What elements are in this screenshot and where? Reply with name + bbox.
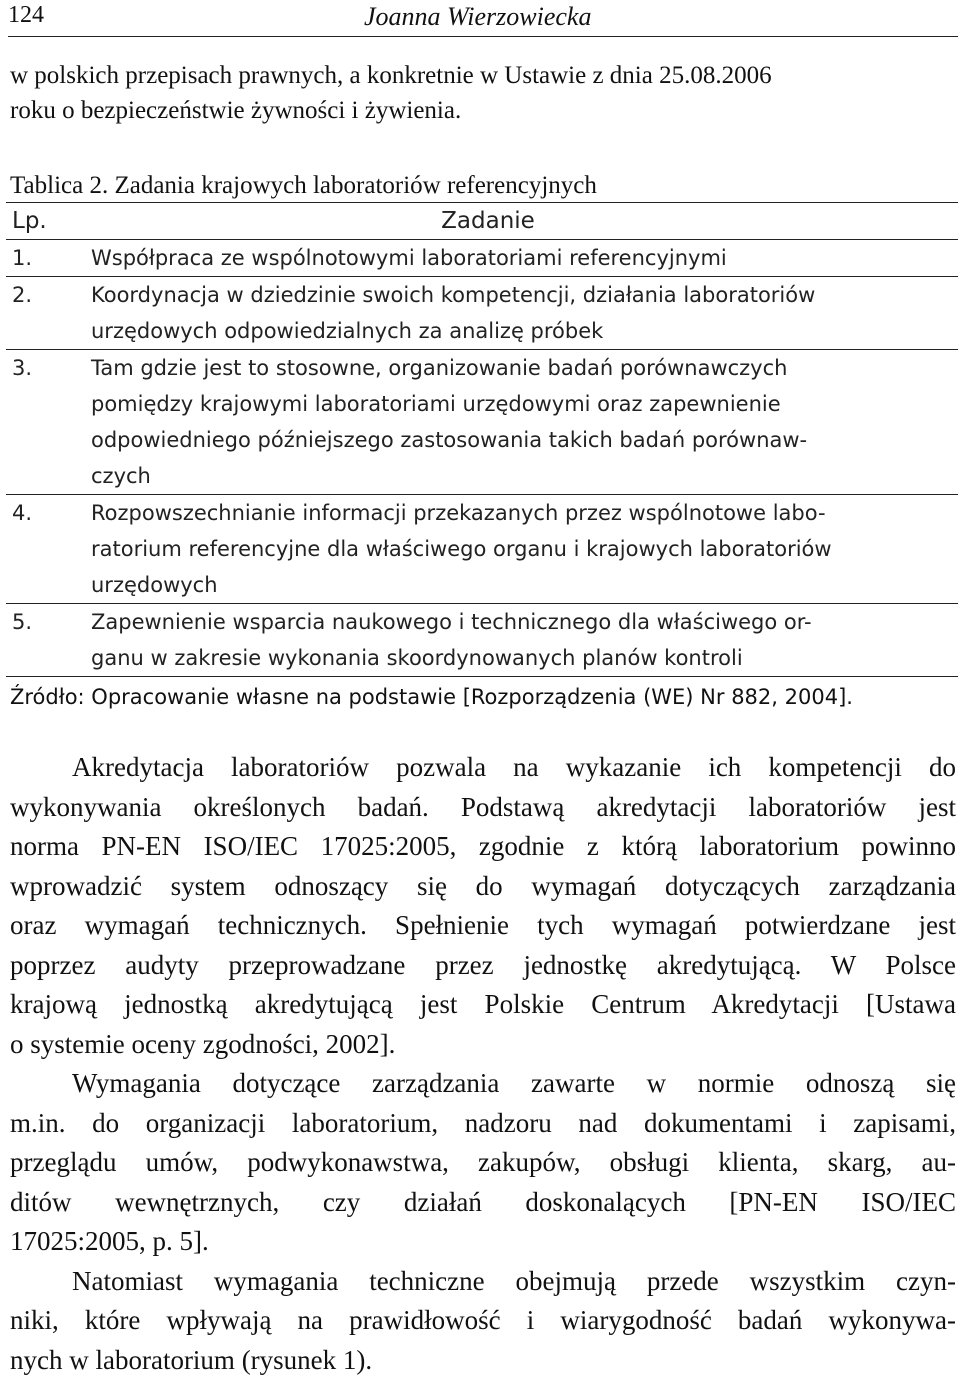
body-text — [10, 748, 956, 1380]
text-line: roku o bezpieczeństwie żywności i żywienia. — [10, 97, 462, 124]
paragraph-line: przeglądu umów, podwykonawstwa, zakupów, obsługi klienta, skarg, au- — [10, 1147, 956, 1177]
page-header — [8, 0, 958, 37]
row-task-line: Tam gdzie jest to stosowne, organizowanie badań porównawczych — [91, 356, 788, 380]
row-number: 1. — [12, 246, 33, 270]
table-row — [6, 240, 958, 277]
table-header-row — [6, 203, 958, 240]
row-number: 4. — [12, 501, 33, 525]
row-number: 2. — [12, 283, 33, 307]
row-task-line: Rozpowszechnianie informacji przekazanych przez wspólnotowe labo- — [91, 501, 826, 525]
row-number: 5. — [12, 610, 33, 634]
paragraph-line: wykonywania określonych badań. Podstawą akredytacji laboratoriów jest — [10, 791, 956, 822]
text-line: w polskich przepisach prawnych, a konkretnie w Ustawie z dnia 25.08.2006 — [10, 62, 772, 89]
paragraph-line: o systemie oceny zgodności, 2002]. — [10, 1028, 396, 1059]
row-task-line: Koordynacja w dziedzinie swoich kompetencji, działania laboratoriów — [91, 283, 816, 307]
page-number: 124 — [8, 2, 44, 28]
paragraph-line: 17025:2005, p. 5]. — [10, 1226, 209, 1256]
paragraph-line: Wymagania dotyczące zarządzania zawarte w normie odnoszą się — [72, 1068, 956, 1098]
paragraph-line: Natomiast wymagania techniczne obejmują przede wszystkim czyn- — [72, 1265, 956, 1296]
paragraph-line: norma PN-EN ISO/IEC 17025:2005, zgodnie z którą laboratorium powinno — [10, 831, 956, 861]
paragraph-line: niki, które wpływają na prawidłowość i wiarygodność badań wykonywa- — [10, 1305, 956, 1335]
row-task-line: Współpraca ze wspólnotowymi laboratoriami referencyjnymi — [91, 246, 727, 270]
row-task — [91, 350, 958, 494]
row-task — [91, 277, 958, 349]
row-task-line: urzędowych odpowiedzialnych za analizę próbek — [91, 319, 604, 343]
intro-paragraph — [10, 58, 960, 128]
paragraph-line: krajową jednostką akredytującą jest Polskie Centrum Akredytacji [Ustawa — [10, 989, 956, 1019]
paragraph-line: ditów wewnętrznych, czy działań doskonalących [PN-EN ISO/IEC — [10, 1186, 956, 1217]
row-task-line: ratorium referencyjne dla właściwego organu i krajowych laboratoriów — [91, 537, 832, 561]
row-task — [91, 495, 958, 603]
tasks-table — [6, 202, 958, 677]
table-row — [6, 604, 958, 676]
row-task-line: Zapewnienie wsparcia naukowego i technicznego dla właściwego or- — [91, 610, 812, 634]
row-task-line: czych — [91, 464, 151, 488]
column-header-task: Zadanie — [441, 208, 535, 234]
row-task — [91, 604, 958, 676]
row-task — [91, 240, 958, 276]
running-header-author: Joanna Wierzowiecka — [364, 2, 592, 31]
paragraph-line: oraz wymagań technicznych. Spełnienie tych wymagań potwierdzane jest — [10, 910, 956, 940]
table-source-note: Źródło: Opracowanie własne na podstawie [Rozporządzenia (WE) Nr 882, 2004]. — [10, 685, 853, 709]
table-row — [6, 495, 958, 604]
table-row — [6, 350, 958, 495]
paragraph-line: wprowadzić system odnoszący się do wymagań dotyczących zarządzania — [10, 870, 956, 901]
paragraph-line: poprzez audyty przeprowadzane przez jednostkę akredytującą. W Polsce — [10, 949, 956, 980]
row-task-line: ganu w zakresie wykonania skoordynowanych planów kontroli — [91, 646, 743, 670]
paragraph-line: nych w laboratorium (rysunek 1). — [10, 1344, 373, 1375]
row-task-line: pomiędzy krajowymi laboratoriami urzędowymi oraz zapewnienie — [91, 392, 781, 416]
table-row — [6, 277, 958, 350]
paragraph-line: Akredytacja laboratoriów pozwala na wykazanie ich kompetencji do — [72, 752, 956, 782]
row-number: 3. — [12, 356, 33, 380]
column-header-number: Lp. — [12, 208, 47, 234]
paragraph-line: m.in. do organizacji laboratorium, nadzoru nad dokumentami i zapisami, — [10, 1107, 956, 1138]
row-task-line: urzędowych — [91, 573, 218, 597]
row-task-line: odpowiedniego późniejszego zastosowania takich badań porównaw- — [91, 428, 808, 452]
table-caption: Tablica 2. Zadania krajowych laboratoriów referencyjnych — [10, 172, 597, 199]
